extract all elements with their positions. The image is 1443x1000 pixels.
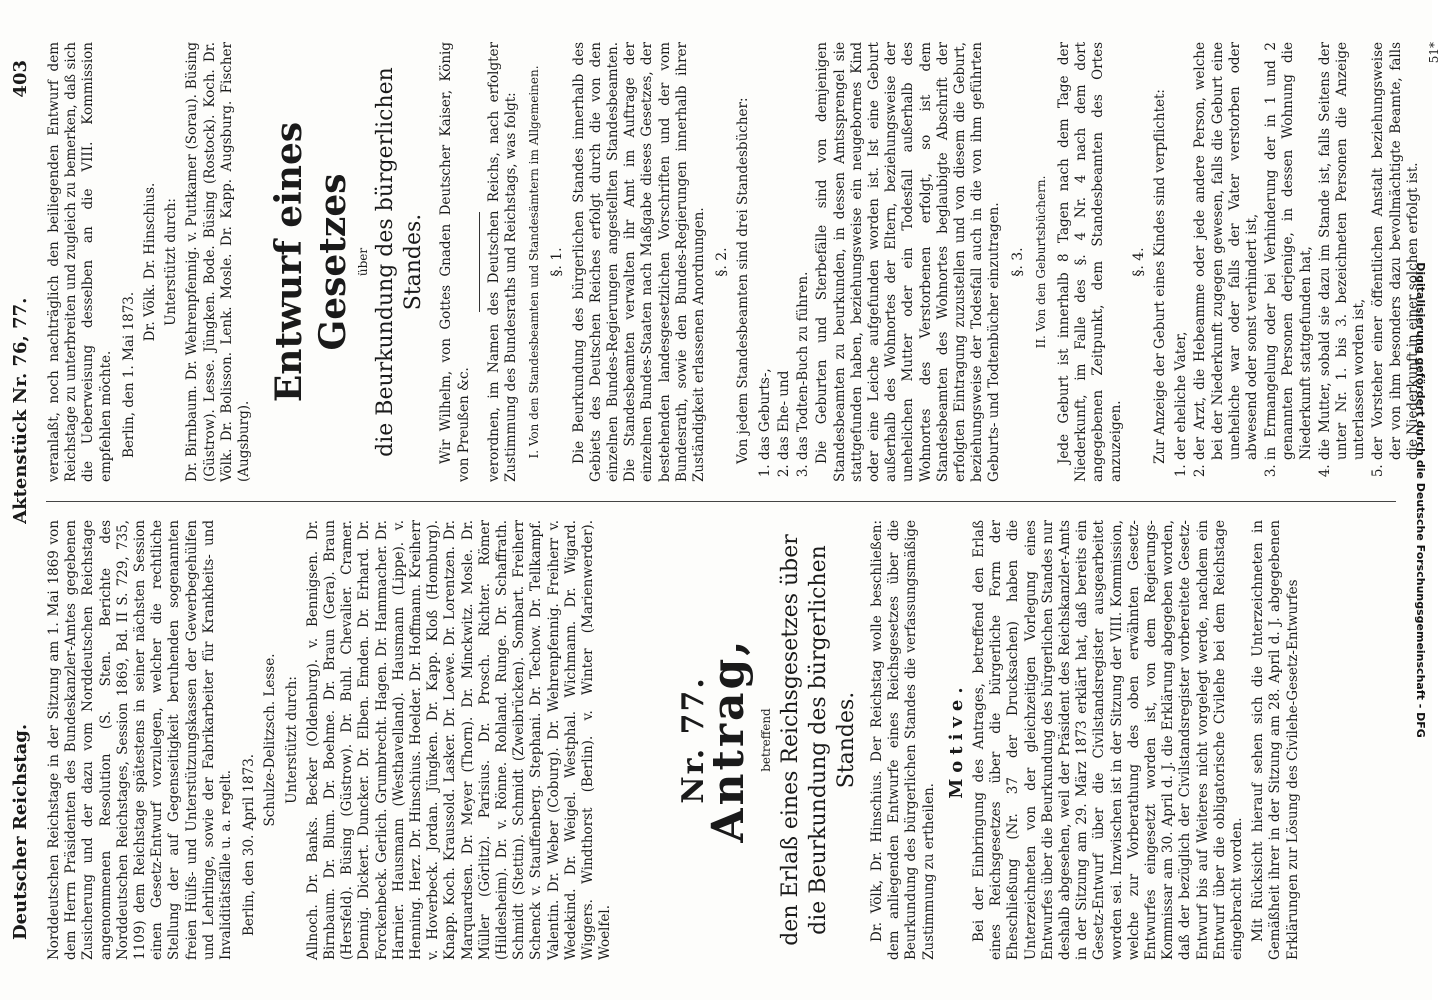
paragraph-2-text: Von jedem Standesbeamten sind drei Standesbücher: [735, 97, 752, 464]
ueber-label: über [356, 247, 371, 277]
motive-paragraph-2: Mit Rücksicht hierauf sehen sich die Unterzeichneten in Gemäßheit ihrer in der Sitzung am 28. April d. J. abgegebenen Erklärungen zur Lösung des Civilehe-Gesetz-Entwurfes [1250, 520, 1301, 960]
header-left: Deutscher Reichstag. [9, 723, 31, 940]
signers-2: Dr. Völk. Dr. Hinschius. [142, 182, 159, 342]
paragraph-4-text: Zur Anzeige der Geburt eines Kindes sind verpflichtet: [1151, 89, 1168, 464]
left-column [46, 520, 1396, 960]
motive-paragraph-1: Bei der Einbringung des Antrages, betreffend den Erlaß eines Reichsgesetzes über die bürgerliche Form der Eheschließung (Nr. 37 der Drucksachen) haben die Unterzeichneten von der gleichzeitigen Vorlegung eines Entwurfes über die Beurkundung des bürgerlichen Standes nur deshalb abgesehen, weil der Präsident des Reichskanzler-Amts in der Sitzung am 29. März 1873 erklärt hat, daß bereits ein Gesetz-Entwurf über die Civilstandsregister ausgearbeitet worden sei. Inzwischen ist in der Sitzung der VIII. Kommission, welche zur Vorberathung des oben erwähnten Gesetz-Entwurfes eingesetzt worden ist, von dem Regierungs-Kommissar am 30. April d. J. die Erklärung abgegeben worden, daß der bezüglich der Civilstandsregister vorbereitete Gesetz-Entwurf bis auf Weiteres nicht vorgelegt werde, nachdem ein Entwurf über die obligatorische Civilehe bei dem Reichstage eingebracht worden. [970, 520, 1245, 960]
header-center: Aktenstück Nr. 76, 77. [9, 297, 31, 524]
document-number: Nr. 77. [675, 676, 711, 804]
digitization-note: Digitalisierung gefördert durch die Deutsche Forschungsgemeinschaft - DFG [1414, 262, 1427, 738]
list-item: 5. der Vorsteher einer öffentlichen Anstalt beziehungsweise der von ihm besonders dazu bevollmächtigte Beamte, falls die Niederkunft in einer solchen erfolgt ist. [1370, 42, 1422, 460]
antrag-heading: Antrag, [702, 637, 754, 843]
betreffend-label: betreffend [758, 708, 773, 772]
supporters-list-2: Dr. Birnbaum. Dr. Wehrenpfennig. v. Puttkamer (Sorau). Büsing (Güstrow). Lesse. Jüngken. Bode. Büsing (Rostock). Koch. Dr. Völk. Dr. Bolisson. Lenk. Mosle. Dr. Kapp. Augsburg. Fischer (Augsburg). [184, 42, 253, 482]
list-item: 4. die Mutter, sobald sie dazu im Stande ist, falls Seitens der unter Nr. 1. bis 3. bezeichneten Personen die Anzeige unterlassen worden ist, [1317, 42, 1369, 460]
entwurf-subject: die Beurkundung des bürgerlichen Standes. [373, 67, 427, 457]
list-item: 3. in Ermangelung oder bei Verhinderung der in 1 und 2 genannten Personen derjenige, in dessen Wohnung die Niederkunft stattgefunden hat, [1263, 42, 1315, 460]
paragraph-1-text: Die Beurkundung des bürgerlichen Standes innerhalb des Gebiets des Deutschen Reiches erfolgt durch die von den einzelnen Bundes-Regierungen angestellten Standesbeamten. Die Standesbeamten verwalten ihr Amt im Auftrage der einzelnen Bundes-Staaten nach Maßgabe dieses Gesetzes, der bestehenden landesgesetzlichen Vorschriften und der vom Bundesrath, sowie den Bundes-Regierungen innerhalb ihrer Zuständigkeit erlassenen Anordnungen. [570, 42, 708, 482]
paragraph-3-heading: §. 3. [1009, 247, 1026, 277]
paragraph-1-heading: §. 1. [549, 247, 566, 277]
right-column [46, 42, 1441, 482]
entwurf-title: Entwurf eines Gesetzes [268, 121, 355, 403]
list-item: 2. der Arzt, die Hebeamme oder jede andere Person, welche bei der Niederkunft zugegen gewesen, falls die Geburt eine uneheliche war oder falls der Vater verstorben oder abwesend oder sonst verhindert ist, [1192, 42, 1261, 460]
signers: Schulze-Delitzsch. Lesse. [262, 653, 279, 827]
proposal-text: Dr. Völk, Dr. Hinschius. Der Reichstag wolle beschließen: dem anliegenden Entwurfe eines Reichsgesetzes über die Beurkundung des bürgerlichen Standes die verfassungsmäßige Zustimmung zu ertheilen. [868, 520, 937, 960]
list-item: 1. der eheliche Vater, [1173, 42, 1190, 460]
chapter-2-heading: II. Von den Geburtsbüchern. [1033, 175, 1048, 349]
page-header [8, 60, 32, 940]
paragraph-4-heading: §. 4. [1130, 247, 1147, 277]
intro-paragraph: Norddeutschen Reichstage in der Sitzung am 1. Mai 1869 von dem Herrn Präsidenten des Bundeskanzler-Amtes gegebenen Zusicherung und der dazu vom Norddeutschen Reichstage angenommenen Resolution (S. Sten. Berichte des Norddeutschen Reichstages, Session 1869, Bd. II S. 729, 735, 1109) dem Reichstage spätestens in seiner nächsten Session einen Gesetz-Entwurf vorzulegen, welcher die rechtliche Stellung der auf Gegenseitigkeit beruhenden sogenannten freien Hülfs- und Unterstützungskassen der Gewerbegehülfen und Lehrlinge, sowie der Fabrikarbeiter für Krankheits- und Invaliditätsfälle u. a. regelt. [46, 520, 235, 960]
paragraph-2-text-continued: Die Geburten und Sterbefälle sind von demjenigen Standesbeamten zu beurkunden, in dessen Amtssprengel sie stattgefunden haben, beziehungsweise ein neugebornes Kind oder eine Leiche aufgefunden worden ist. Ist eine Geburt außerhalb des Wohnortes der Eltern, beziehungsweise der unehelichen Mutter oder ein Todesfall außerhalb des Wohnortes des Verstorbenen erfolgt, so ist dem Standesbeamten des Wohnortes beglaubigte Abschrift der erfolgten Eintragung zuzustellen und von diesem die Geburt, beziehungsweise der Todesfall auch in die von ihm geführten Geburts- und Todtenbücher einzutragen. [814, 42, 1003, 482]
list-item: 2. das Ehe- und [776, 42, 793, 460]
supporters-list: Allnoch. Dr. Banks. Becker (Oldenburg). v. Bennigsen. Dr. Birnbaum. Dr. Blum. Dr. Boehme. Dr. Braun (Gera). Braun (Hersfeld). Büsing (Güstrow). Dr. Buhl. Chevalier. Cramer. Dennig. Dickert. Duncker. Dr. Elben. Emden. Dr. Erhard. Dr. Forckenbeck. Gerlich. Grumbrecht. Hagen. Dr. Hammacher. Dr. Harnier. Hausmann (Westhavelland). Hausmann (Lippe). v. Henning. Herz. Dr. Hinschius. Hoelder. Dr. Hoffmann. Kreiherr v. Hoverbeck. Jordan. Jüngken. Dr. Kapp. Kloß (Homburg). Knapp. Koch. Kraussold. Lasker. Dr. Loewe. Dr. Lorentzen. Dr. Marquardsen. Dr. Meyer (Thorn). Dr. Minckwitz. Mosle. Dr. Müller (Görlitz). Parisius. Dr. Prosch. Richter. Römer (Hildesheim). Dr. v. Rönne. Rohland. Runge. Dr. Schaffrath. Schmidt (Stettin). Schmidt (Zweibrücken). Sombart. Freiherr Schenck v. Stauffenberg. Stephani. Dr. Techow. Dr. Tellkampf. Valentin. Dr. Weber (Coburg). Dr. Wehrenpfennig. Freiherr v. Wedekind. Dr. Weigel. Westphal. Wichmann. Dr. Wigard. Wiggers. Windthorst (Berlin). v. Winter (Marienwerder). Woelfel. [304, 520, 614, 960]
supported-by-label-2: Unterstützt durch: [163, 198, 180, 326]
preamble: Wir Wilhelm, von Gottes Gnaden Deutscher Kaiser, König von Preußen &c. [438, 42, 472, 482]
date-line-2: Berlin, den 1. Mai 1873. [120, 291, 137, 458]
preamble-rule [479, 212, 480, 312]
page-number: 403 [9, 60, 31, 98]
paragraph-4-list [1173, 42, 1422, 482]
paragraph-3-text: Jede Geburt ist innerhalb 8 Tagen nach dem Tage der Niederkunft, im Falle des §. 4 Nr. 4 nach dem dort angegebenen Zeitpunkt, dem Standesbeamten des Ortes anzuzeigen. [1055, 42, 1124, 482]
paragraph-2-list [757, 42, 813, 482]
continuation-text: veranlaßt, noch nachträglich den beiliegenden Entwurf dem Reichstage zu unterbreiten und zugleich zu bemerken, daß sich die Ueberweisung desselben an die VIII. Kommission empfehlen möchte. [46, 42, 114, 482]
preamble-continued: verordnen, im Namen des Deutschen Reichs, nach erfolgter Zustimmung des Bundesraths und Reichstags, was folgt: [485, 42, 520, 482]
paragraph-2-heading: §. 2. [714, 247, 731, 277]
sheet-signature-mark: 51* [1427, 42, 1441, 64]
chapter-1-heading: I. Von den Standesbeamten und Standesämtern im Allgemeinen. [527, 65, 542, 459]
list-item: 1. das Geburts-, [757, 42, 774, 460]
antrag-subject: den Erlaß eines Reichsgesetzes über die Beurkundung des bürgerlichen Standes. [777, 534, 859, 946]
list-item: 3. das Todten-Buch zu führen. [795, 42, 812, 460]
column-divider [46, 501, 1396, 502]
date-line: Berlin, den 30. April 1873. [241, 753, 258, 936]
supported-by-label: Unterstützt durch: [283, 676, 300, 804]
motive-heading: Motive. [945, 681, 967, 799]
